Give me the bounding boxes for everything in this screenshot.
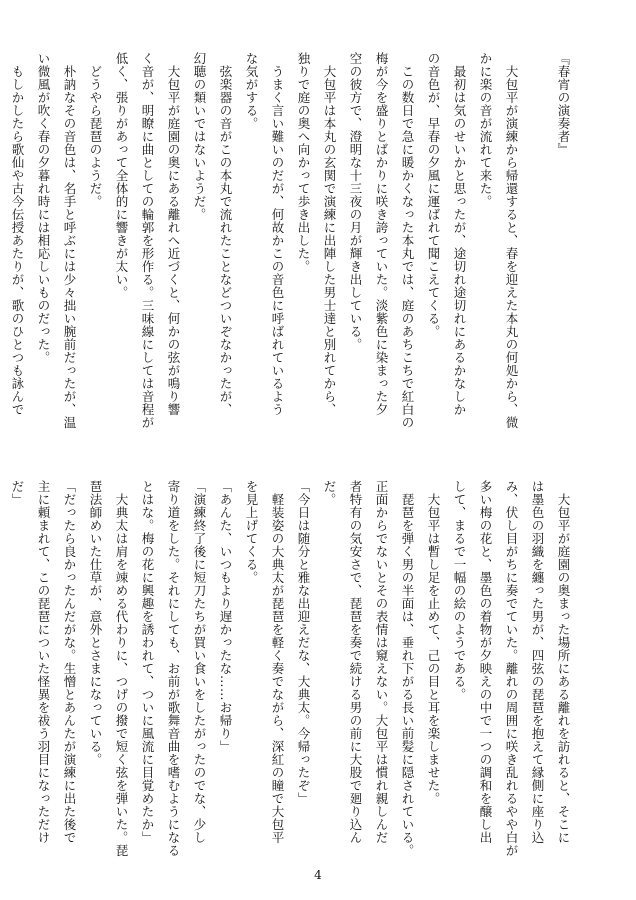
text-column: もしかしたら歌仙や古今伝授あたりが、歌のひとつも詠んで <box>10 52 25 416</box>
text-column: 「あんた、いつもより遅かったな……お帰り」 <box>218 480 233 753</box>
text-column: だ。 <box>322 480 337 506</box>
text-column: 軽装姿の大典太が琵琶を軽く奏でながら、深紅の瞳で大包平 <box>270 480 285 844</box>
text-column: 幻聴の類いではないようだ。 <box>192 52 207 221</box>
text-column: 独りで庭の奥へ向かって歩き出した。 <box>296 52 311 273</box>
text-column: は墨色の羽織を纏った男が、四弦の琵琶を抱えて縁側に座り込 <box>530 480 545 844</box>
text-column: 多い梅の花と、墨色の着物が夕映えの中で一つの調和を醸し出 <box>478 480 493 844</box>
text-column: 『春宵の演奏者』 <box>556 52 571 156</box>
text-column: 「今日は随分と雅な出迎えだな、大典太。今帰ったぞ」 <box>296 480 311 805</box>
text-column: 大包平が庭園の奥にある離れへ近づくと、何かの弦が鳴り響 <box>166 52 181 416</box>
text-column: どうやら琵琶のようだ。 <box>88 52 103 208</box>
text-column: 者特有の気安さで、琵琶を奏で続ける男の前に大股で廻り込ん <box>348 480 363 844</box>
text-column: 「だったら良かったんだがな。生憎とあんたが演練に出た後で <box>62 480 77 844</box>
text-column: 大典太は肩を竦める代わりに、つげの撥で短く弦を弾いた。琵 <box>114 480 129 857</box>
text-column: 主に頼まれて、この琵琶についた怪異を祓う羽目になっただけ <box>36 480 51 844</box>
text-column: 琵琶を弾く男の半面は、垂れ下がる長い前髪に隠されている。 <box>400 480 415 857</box>
text-column: く音が、明瞭に曲としての輪郭を形作る。三味線にしては音程が <box>140 52 155 429</box>
text-column: この数日で急に暖かくなった本丸では、庭のあちこちで紅白の <box>400 52 415 429</box>
text-column: 大包平が演練から帰還すると、春を迎えた本丸の何処から、微 <box>504 52 519 429</box>
text-column: み、伏し目がちに奏でていた。離れの周囲に咲き乱れるやや白が <box>504 480 519 857</box>
lower-text-block <box>10 480 576 857</box>
text-column: 低く、張りがあって全体的に響きが太い。 <box>114 52 129 299</box>
text-column: 寄り道をした。それにしても、お前が歌舞音曲を嗜むようになる <box>166 480 181 857</box>
text-column: 正面からでないとその表情は窺えない。大包平は慣れ親しんだ <box>374 480 389 844</box>
text-column: い微風が吹く春の夕暮れ時には相応しいものだった。 <box>36 52 51 364</box>
text-column: 琶法師めいた仕草が、意外とさまになっている。 <box>88 480 103 766</box>
text-column: 最初は気のせいかと思ったが、途切れ途切れにあるかなしか <box>452 52 467 416</box>
text-column: うまく言い難いのだが、何故かこの音色に呼ばれているよう <box>270 52 285 416</box>
text-column: して、まるで一幅の絵のようである。 <box>452 480 467 701</box>
text-column <box>0 480 4 852</box>
text-column: 大包平が庭園の奥まった場所にある離れを訪れると、そこに <box>556 480 571 844</box>
text-column: 朴訥なその音色は、名手と呼ぶには少々拙い腕前だったが、温 <box>62 52 77 429</box>
text-column: 大包平は暫し足を止めて、己の目と耳を楽しませた。 <box>426 480 441 805</box>
text-column: の音色が、早春の夕風に運ばれて聞こえてくる。 <box>426 52 441 338</box>
text-column: 弦楽器の音がこの本丸で流れたことなどついぞなかったが、 <box>218 52 233 416</box>
text-column: 「演練終了後に短刀たちが買い食いをしたがったのでな、少し <box>192 480 207 844</box>
upper-text-block <box>10 52 576 452</box>
text-column: かに楽の音が流れて来た。 <box>478 52 493 208</box>
text-column: 梅が今を盛りとばかりに咲き誇っていた。淡紫色に染まった夕 <box>374 52 389 416</box>
text-column: 大包平は本丸の玄関で演練に出陣した男士達と別れてから、 <box>322 52 337 416</box>
text-column: とはな。梅の花に興趣を誘われて、ついに風流に目覚めたか」 <box>140 480 155 844</box>
page-number: 4 <box>314 868 322 882</box>
text-column: だ」 <box>10 480 25 506</box>
text-column: 空の彼方で、澄明な十三夜の月が輝き出している。 <box>348 52 363 351</box>
text-column: を見上げてくる。 <box>244 480 259 584</box>
text-column: な気がする。 <box>244 52 259 130</box>
text-column <box>524 52 550 452</box>
